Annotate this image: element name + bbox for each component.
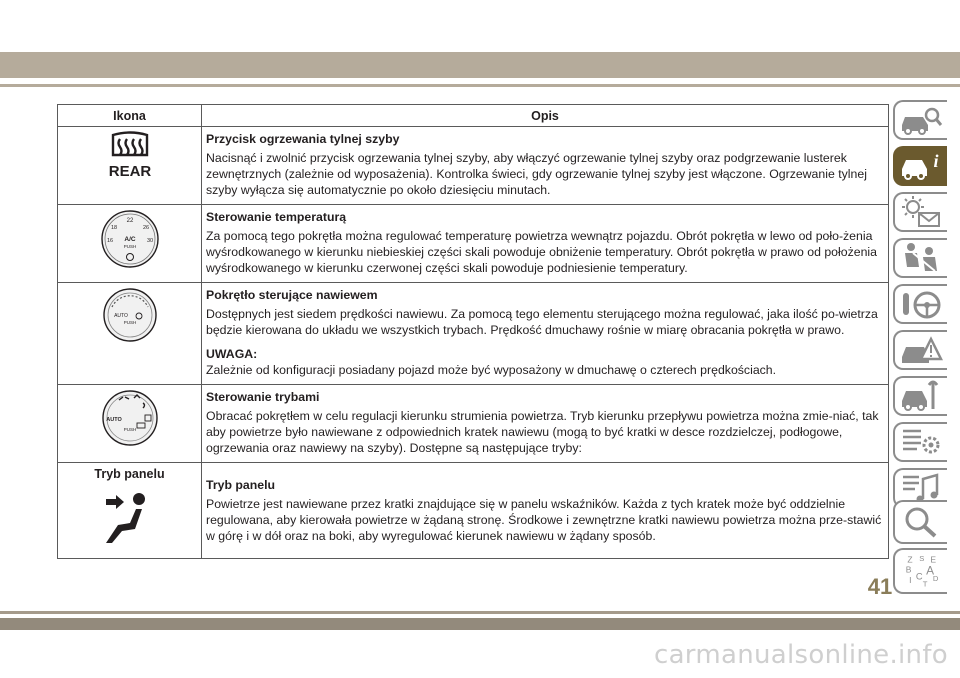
tab-starting-driving[interactable]	[893, 284, 947, 324]
row-title: Tryb panelu	[206, 478, 276, 492]
info-letter: i	[933, 151, 939, 171]
specifications-icon	[899, 425, 943, 459]
index-letter: D	[932, 574, 939, 584]
knob-label-22: 22	[126, 218, 133, 224]
mode-knob-icon	[101, 389, 159, 447]
rear-window-defrost-icon	[103, 131, 157, 179]
index-icon	[899, 554, 943, 588]
row-text: Obracać pokrętłem w celu regulacji kierunku strumienia powietrza. Tryb kierunku przepływu powietrza można zmie-niać, tak aby powietrze było nawiewane z odpowiednich kratek nawiewu (mogą to być kratki w desce rozdzielczej, podłogowe, ogrzewania oraz nawiewy na szyby). Dostępne są następujące tryby:	[206, 409, 879, 455]
icon-cell	[58, 127, 202, 205]
tab-index[interactable]	[893, 548, 947, 594]
starting-driving-icon	[899, 287, 943, 321]
note-text: Zależnie od konfiguracji posiadany pojazd może być wyposażony w dmuchawę o czterech prędkościach.	[206, 363, 777, 377]
row-title: Przycisk ogrzewania tylnej szyby	[206, 132, 400, 146]
car-search-icon	[899, 103, 943, 137]
tab-search[interactable]	[893, 500, 947, 544]
index-letter: T	[922, 579, 928, 588]
row-text: Za pomocą tego pokrętła można regulować temperaturę powietrza wewnątrz pojazdu. Obrót pokrętła w lewo od poło-żenia wyśrodkowanego w kierunku niebieskiej części skali powoduje obniżenie temperatury. Obrót pokrętła w prawo od położenia wyśrodkowanego w kierunku czerwonej części skali powoduje podniesienie temperatury.	[206, 229, 877, 275]
car-info-icon	[899, 149, 943, 183]
desc-cell	[202, 385, 889, 463]
bottom-rule	[0, 611, 960, 614]
knob-label-auto: AUTO	[113, 313, 128, 319]
index-letter: I	[909, 574, 912, 585]
row-title: Sterowanie temperaturą	[206, 210, 347, 224]
icon-cell	[58, 385, 202, 463]
table-header-row	[58, 105, 889, 127]
top-rule	[0, 84, 960, 87]
tab-service[interactable]	[893, 376, 947, 416]
knob-label-push: PUSH	[123, 427, 136, 432]
index-letter: A	[926, 563, 935, 578]
warning-lights-icon	[899, 195, 943, 229]
emergency-icon	[899, 333, 943, 367]
temperature-knob-icon	[100, 209, 160, 269]
panel-mode-icon	[102, 491, 158, 545]
table-row	[58, 385, 889, 463]
tab-car-info[interactable]	[893, 146, 947, 186]
header-desc-column: Opis	[202, 105, 889, 127]
tab-emergency[interactable]	[893, 330, 947, 370]
row-text: Powietrze jest nawiewane przez kratki znajdujące się w panelu wskaźników. Każda z tych kratek może być oddzielnie regulowana, aby kierowała powietrze w żądaną stronę. Środkowe i zewnętrzne kratki nawiewu powietrza można prze-stawić w górę i w dół oraz na boki, aby wyregulować kierunek nawiewu w żądany sposób.	[206, 497, 882, 543]
desc-cell	[202, 205, 889, 283]
knob-label-auto: AUTO	[105, 417, 122, 423]
note-label: UWAGA:	[206, 347, 258, 361]
row-title: Pokrętło sterujące nawiewem	[206, 288, 378, 302]
icon-cell	[58, 463, 202, 559]
tab-specifications[interactable]	[893, 422, 947, 462]
knob-label-16: 16	[106, 238, 113, 244]
service-icon	[899, 379, 943, 413]
top-decor-band	[0, 52, 960, 78]
table-row	[58, 205, 889, 283]
row-text: Nacisnąć i zwolnić przycisk ogrzewania tylnej szyby, aby włączyć ogrzewanie tylnej szyby oraz podgrzewanie lusterek zewnętrznych (zależnie od wyposażenia). Kontrolka świeci, gdy ogrzewanie tylnej szyby jest włączone. Ogrzewanie tylnej szyby wyłącza się automatycznie po około dziesięciu minutach.	[206, 151, 867, 197]
desc-cell	[202, 127, 889, 205]
row-text: Dostępnych jest siedem prędkości nawiewu. Za pomocą tego elementu sterującego można regulować, jaka ilość po-wietrza będzie kierowana do układu we wszystkich trybach. Prędkość dmuchawy rośnie w miarę obracania pokrętła w prawo.	[206, 307, 878, 337]
knob-label-ac: A/C	[123, 236, 136, 243]
tab-car-search[interactable]	[893, 100, 947, 140]
index-letter: C	[915, 571, 923, 582]
knob-label-30: 30	[146, 238, 153, 244]
rear-label: REAR	[108, 163, 151, 179]
icon-cell	[58, 205, 202, 283]
tab-warning-lights[interactable]	[893, 192, 947, 232]
knob-label-push: PUSH	[123, 320, 136, 325]
index-letter: B	[905, 564, 912, 575]
panel-mode-label: Tryb panelu	[94, 467, 165, 481]
index-letter: S	[919, 554, 925, 563]
bottom-decor-band	[0, 618, 960, 630]
watermark-text: carmanualsonline.info	[653, 640, 948, 670]
safety-icon	[899, 241, 943, 275]
page-number: 41	[867, 574, 893, 599]
header-icon-column: Ikona	[58, 105, 202, 127]
desc-cell	[202, 283, 889, 385]
index-letter: E	[930, 554, 937, 565]
blower-knob-icon	[102, 287, 158, 343]
tab-safety[interactable]	[893, 238, 947, 278]
table-row	[58, 127, 889, 205]
knob-label-18: 18	[110, 225, 117, 231]
knob-label-26: 26	[142, 225, 149, 231]
row-title: Sterowanie trybami	[206, 390, 320, 404]
table-row	[58, 463, 889, 559]
controls-table	[57, 104, 889, 559]
icon-cell	[58, 283, 202, 385]
search-icon	[899, 505, 943, 539]
index-letter: Z	[907, 554, 913, 565]
table-row	[58, 283, 889, 385]
knob-label-push: PUSH	[123, 244, 136, 249]
desc-cell	[202, 463, 889, 559]
